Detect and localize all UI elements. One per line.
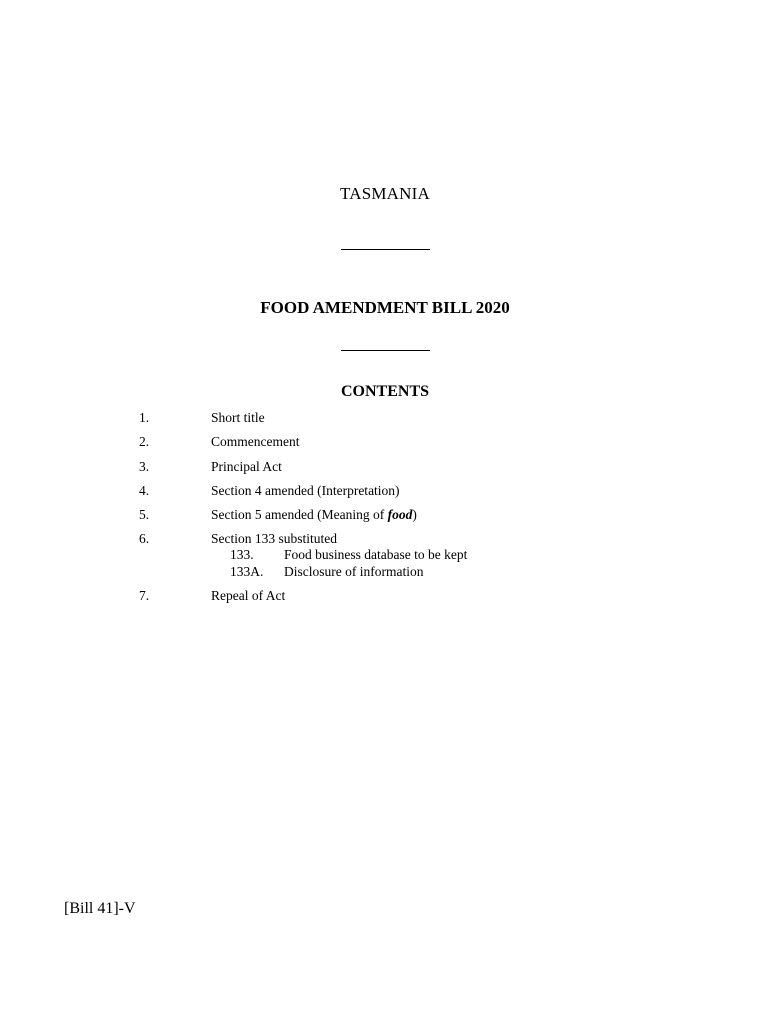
toc-item-number: 6. <box>139 531 150 546</box>
toc-item-title: Principal Act <box>211 459 282 474</box>
toc-item-number: 7. <box>139 588 150 603</box>
bill-title: FOOD AMENDMENT BILL 2020 <box>260 298 510 317</box>
toc-subitem-number: 133A. <box>230 564 264 579</box>
toc-item-title-emphasis: food <box>387 507 413 522</box>
toc-item-number: 1. <box>139 410 150 425</box>
horizontal-rule <box>341 350 430 351</box>
toc-item-title: Commencement <box>211 434 300 449</box>
toc-item-title <box>211 506 417 523</box>
toc-item-title: Repeal of Act <box>211 588 286 603</box>
horizontal-rule <box>341 249 430 250</box>
bill-reference: [Bill 41]-V <box>64 900 136 917</box>
contents-heading: CONTENTS <box>340 383 430 400</box>
toc-subitem-title: Disclosure of information <box>284 564 424 579</box>
toc-item-title: Section 4 amended (Interpretation) <box>211 483 400 498</box>
toc-item-title-start: Section 5 amended (Meaning of <box>211 507 388 522</box>
toc-subitem-number: 133. <box>230 547 254 562</box>
toc-item-number: 4. <box>139 483 150 498</box>
toc-item-number: 3. <box>139 459 150 474</box>
toc-item-title: Short title <box>211 410 265 425</box>
toc-subitem-title: Food business database to be kept <box>284 547 468 562</box>
toc-item-title-end: ) <box>412 507 417 522</box>
toc-item-number: 2. <box>139 434 150 449</box>
toc-item-title: Section 133 substituted <box>211 531 337 546</box>
toc-item-number: 5. <box>139 507 150 522</box>
jurisdiction-heading: TASMANIA <box>340 184 430 203</box>
